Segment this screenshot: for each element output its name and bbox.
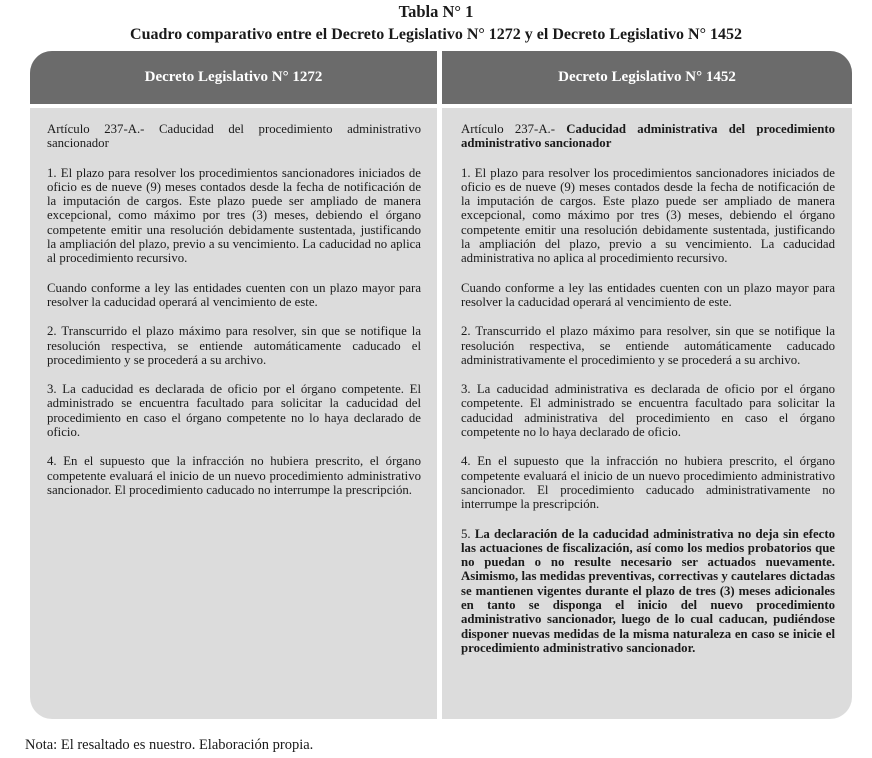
comparison-table xyxy=(30,51,852,719)
right-header-label: Decreto Legislativo N° 1452 xyxy=(558,69,736,85)
left-paragraph-2: Cuando conforme a ley las entidades cuenten con un plazo mayor para resolver la caducidad operará al vencimiento de este. xyxy=(47,280,421,309)
right-article-bold: Caducidad administrativa del procedimiento administrativo sancionador xyxy=(461,122,835,151)
left-column-header xyxy=(30,51,437,104)
left-article-title: Artículo 237-A.- Caducidad del procedimiento administrativo sancionador xyxy=(47,122,421,151)
left-paragraph-5: 4. En el supuesto que la infracción no hubiera prescrito, el órgano competente evaluará el inicio de un nuevo procedimiento administrativo sancionador. El procedimiento caducado no interrumpe la prescripción. xyxy=(47,454,421,497)
left-paragraph-1: 1. El plazo para resolver los procedimientos sancionadores iniciados de oficio es de nueve (9) meses contados desde la fecha de notificación de la imputación de cargos. Este plazo puede ser ampliado de manera excepcional, como máximo por tres (3) meses, debiendo el órgano competente emitir una resolución debidamente sustentada, justificando la ampliación del plazo, previo a su vencimiento. La caducidad no aplica al procedimiento recursivo. xyxy=(47,165,421,266)
left-header-label: Decreto Legislativo N° 1272 xyxy=(144,69,323,85)
right-p6-bold: La declaración de la caducidad administrativa no deja sin efecto las actuaciones de fiscalización, así como los medios probatorios que no puedan o no resulte necesario ser actuados nuevamente. Asimismo, las medidas preventivas, correctivas y cautelares dictadas se mantienen vigentes durante el plazo de tres (3) meses adicionales en tanto se disponga el inicio del nuevo procedimiento administrativo sancionador, luego de lo cual caducan, pudiéndose disponer nuevas medidas de la misma naturaleza en caso se inicie el procedimiento administrativo sancionador. xyxy=(461,526,836,655)
right-p6-prefix: 5. xyxy=(461,526,475,541)
right-paragraph-3: 2. Transcurrido el plazo máximo para resolver, sin que se notifique la resolución respectiva, se entiende automáticamente caducado administrativamente el procedimiento y se procederá a su archivo. xyxy=(461,324,835,367)
right-paragraph-2: Cuando conforme a ley las entidades cuenten con un plazo mayor para resolver la caducidad operará al vencimiento de este. xyxy=(461,280,835,309)
right-column-content xyxy=(461,122,835,670)
left-paragraph-4: 3. La caducidad es declarada de oficio por el órgano competente. El administrado se encuentra facultado para solicitar la caducidad del procedimiento en caso el órgano competente no lo haya declarado de oficio. xyxy=(47,382,421,440)
left-column-content xyxy=(47,122,421,512)
left-paragraph-3: 2. Transcurrido el plazo máximo para resolver, sin que se notifique la resolución respectiva, se entiende automáticamente caducado el procedimiento y se procederá a su archivo. xyxy=(47,324,421,367)
table-subtitle: Cuadro comparativo entre el Decreto Legislativo N° 1272 y el Decreto Legislativo N° 1452 xyxy=(130,26,742,43)
right-article-title xyxy=(461,122,835,151)
table-title: Tabla N° 1 xyxy=(398,2,474,21)
column-divider xyxy=(437,51,442,719)
right-paragraph-6 xyxy=(461,527,835,656)
right-paragraph-5: 4. En el supuesto que la infracción no hubiera prescrito, el órgano competente evaluará el inicio de un nuevo procedimiento administrativo sancionador. El procedimiento caducado administrativamente no interrumpe la prescripción. xyxy=(461,454,835,512)
footnote: Nota: El resaltado es nuestro. Elaboración propia. xyxy=(25,737,314,753)
right-article-prefix: Artículo 237-A.- xyxy=(461,122,567,136)
right-paragraph-1: 1. El plazo para resolver los procedimientos sancionadores iniciados de oficio es de nueve (9) meses contados desde la fecha de notificación de la imputación de cargos. Este plazo puede ser ampliado de manera excepcional, como máximo por tres (3) meses, debiendo el órgano competente emitir una resolución debidamente sustentada, justificando la ampliación del plazo, previo a su vencimiento. La caducidad administrativa no aplica al procedimiento recursivo. xyxy=(461,165,835,266)
right-paragraph-4: 3. La caducidad administrativa es declarada de oficio por el órgano competente. El administrado se encuentra facultado para solicitar la caducidad administrativa del procedimiento en caso el órgano competente no lo haya declarado de oficio. xyxy=(461,382,835,440)
right-column-header xyxy=(442,51,852,104)
